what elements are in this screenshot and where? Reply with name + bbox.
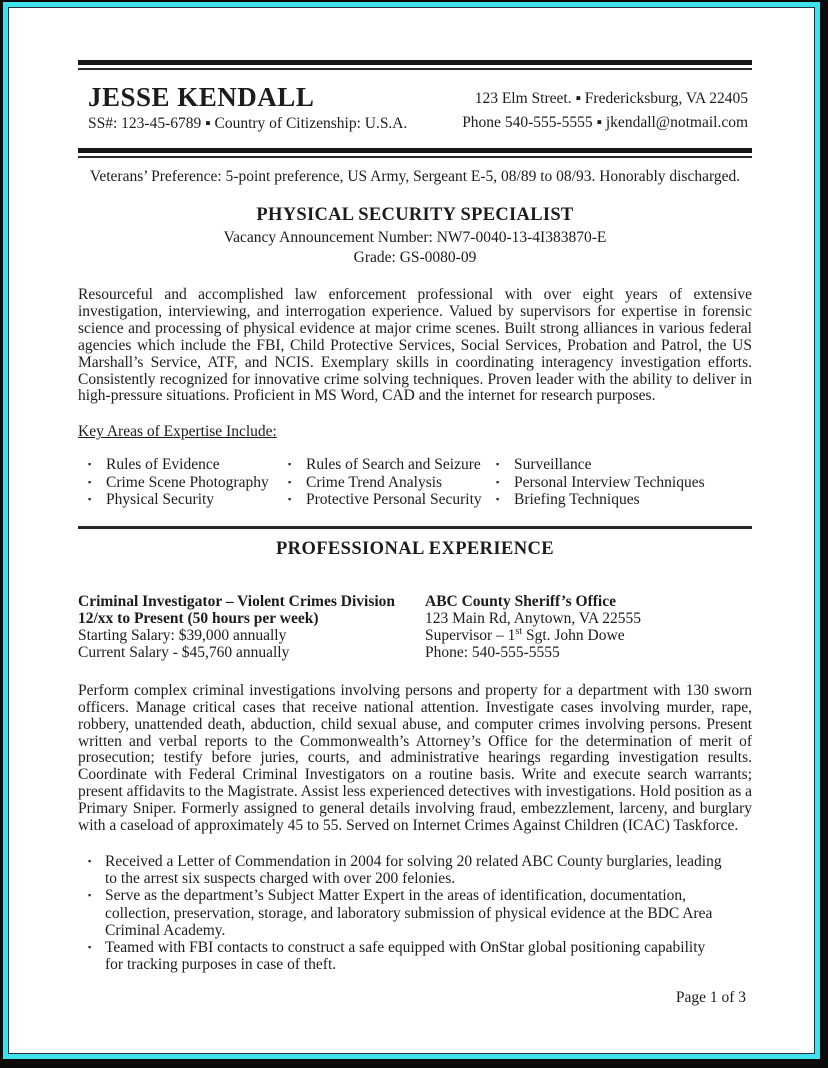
bullet-icon: ▪ xyxy=(88,459,92,470)
bullet-icon: ▪ xyxy=(288,476,292,487)
expertise-item: ▪ Briefing Techniques xyxy=(496,490,640,508)
resume-page xyxy=(8,7,815,1054)
bullet-icon: ▪ xyxy=(496,493,500,504)
employer-phone: Phone: 540-555-5555 xyxy=(425,643,560,661)
identity-block xyxy=(88,81,407,135)
top-rule xyxy=(78,60,752,70)
candidate-name: JESSE KENDALL xyxy=(88,82,315,112)
expertise-item: ▪ Rules of Evidence xyxy=(88,456,220,474)
job-dates: 12/xx to Present (50 hours per week) xyxy=(78,610,319,628)
page-number: Page 1 of 3 xyxy=(675,989,746,1007)
expertise-column-3 xyxy=(496,456,705,508)
section-rule xyxy=(78,526,752,529)
grade-line: Grade: GS-0080-09 xyxy=(353,249,477,266)
achievement-item: ▪ Teamed with FBI contacts to construct a safe equipped with OnStar global positioning capability for tracking purposes in case of theft. xyxy=(88,939,706,974)
expertise-column-2 xyxy=(288,456,496,508)
masthead xyxy=(78,81,752,135)
header-divider-rule xyxy=(78,148,752,158)
job-description-paragraph: Perform complex criminal investigations involving persons and property for a department with 130 sworn officers. Manage critical cases that receive national attention. Investigate cases involving murder, rape, robbery, unattended death, abduction, child sexual abuse, and computer crimes involving persons. Present written and verbal reports to the Commonwealth’s Attorney’s Office for the determination of merit of prosecution; testify before juries, courts, and administrative hearings regarding investigation results. Coordinate with Federal Criminal Investigators on a routine basis. Write and execute search warrants; present affidavits to the Magistrate. Assist less experienced detectives with investigations. Hold position as a Primary Sniper. Formerly assigned to general details involving fraud, embezzlement, larceny, and burglary with a caseload of approximately 45 to 55. Served on Internet Crimes Against Children (ICAC) Taskforce. xyxy=(78,681,752,835)
job-title: Criminal Investigator – Violent Crimes Division xyxy=(78,593,396,611)
bullet-icon: ▪ xyxy=(496,476,500,487)
address-line: 123 Elm Street. ▪ Fredericksburg, VA 22405 xyxy=(474,90,748,107)
bullet-icon: ▪ xyxy=(88,942,92,953)
job-header-block xyxy=(78,594,752,662)
bullet-icon: ▪ xyxy=(88,856,92,867)
bullet-icon: ▪ xyxy=(288,459,292,470)
job-left-column xyxy=(78,594,425,662)
contact-block xyxy=(462,81,748,135)
expertise-item: ▪ Rules of Search and Seizure xyxy=(288,456,481,474)
achievement-item: ▪ Received a Letter of Commendation in 2004 for solving 20 related ABC County burglaries, leading to the arrest six suspects charged with over 200 felonies. xyxy=(88,853,722,888)
expertise-item: ▪ Surveillance xyxy=(496,456,592,474)
expertise-item: ▪ Crime Trend Analysis xyxy=(288,473,443,491)
summary-paragraph: Resourceful and accomplished law enforcement professional with over eight years of extensive investigation, interviewing, and interrogation experience. Valued by supervisors for expertise in forensic science and processing of physical evidence at major crime scenes. Built strong alliances in various federal agencies which include the FBI, Child Protective Services, Social Services, Probation and Patrol, the US Marshall’s Service, ATF, and NCIS. Exemplary skills in coordinating interagency investigation efforts. Consistently recognized for innovative crime solving techniques. Proven leader with the ability to deliver in high-pressure situations. Proficient in MS Word, CAD and the internet for research purposes. xyxy=(78,286,752,405)
bullet-icon: ▪ xyxy=(88,890,92,901)
supervisor-line: Supervisor – 1st Sgt. John Dowe xyxy=(425,625,625,645)
cyan-frame xyxy=(3,2,820,1059)
current-salary: Current Salary - $45,760 annually xyxy=(78,643,290,661)
position-title: PHYSICAL SECURITY SPECIALIST xyxy=(256,205,574,225)
bullet-icon: ▪ xyxy=(88,493,92,504)
expertise-heading: Key Areas of Expertise Include: xyxy=(78,423,277,441)
expertise-item: ▪ Crime Scene Photography xyxy=(88,473,269,491)
bullet-icon: ▪ xyxy=(496,459,500,470)
experience-heading: PROFESSIONAL EXPERIENCE xyxy=(275,539,555,560)
achievements-list xyxy=(88,853,752,973)
employer-name: ABC County Sheriff’s Office xyxy=(425,593,616,611)
expertise-grid xyxy=(88,456,752,508)
ordinal-superscript: st xyxy=(515,625,523,637)
bullet-icon: ▪ xyxy=(288,493,292,504)
bullet-icon: ▪ xyxy=(88,476,92,487)
expertise-item: ▪ Protective Personal Security xyxy=(288,490,482,508)
job-right-column xyxy=(425,594,752,662)
expertise-item: ▪ Personal Interview Techniques xyxy=(496,473,705,491)
expertise-item: ▪ Physical Security xyxy=(88,490,215,508)
expertise-column-1 xyxy=(88,456,288,508)
ssn-citizenship-line: SS#: 123-45-6789 ▪ Country of Citizenship: U.S.A. xyxy=(88,115,408,132)
starting-salary: Starting Salary: $39,000 annually xyxy=(78,627,287,645)
employer-address: 123 Main Rd, Anytown, VA 22555 xyxy=(425,610,642,628)
veterans-preference-line: Veterans’ Preference: 5-point preference, US Army, Sergeant E-5, 08/89 to 08/93. Honorably discharged. xyxy=(89,168,741,185)
title-block xyxy=(78,205,752,266)
phone-email-line: Phone 540-555-5555 ▪ jkendall@notmail.com xyxy=(462,114,748,131)
achievement-item: ▪ Serve as the department’s Subject Matter Expert in the areas of identification, documentation, collection, preservation, storage, and laboratory submission of physical evidence at the BDC Area Criminal Academy. xyxy=(88,887,713,939)
vacancy-announcement-number: Vacancy Announcement Number: NW7-0040-13-4I383870-E xyxy=(223,229,607,246)
